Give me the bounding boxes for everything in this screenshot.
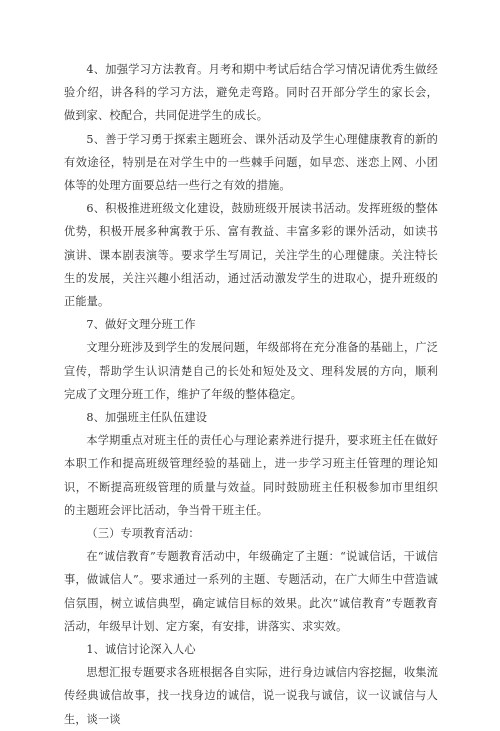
paragraph-theme-class-meeting: 5、善于学习勇于探索主题班会、课外活动及学生心理健康教育的新的有效途径，特别是在对学生中的一些棘手问题，如早恋、迷恋上网、小团体等的处理方面要总结一些行之有效的措施。 <box>64 132 438 193</box>
paragraph-integrity-education: 在“诚信教育”专题教育活动中，年级确定了主题：“说诚信话，干诚信事，做诚信人”。要求通过一系列的主题、专题活动，在广大师生中营造诚信氛围，树立诚信典型，确定诚信目标的效果。此次“诚信教育”专题教育活动，年级早计划、定方案，有安排，讲落实、求实效。 <box>64 550 438 633</box>
paragraph-head-teacher-team: 本学期重点对班主任的责任心与理论素养进行提升，要求班主任在做好本职工作和提高班级管理经验的基础上，进一步学习班主任管理的理论知识，不断提高班级管理的质量与效益。同时鼓励班主任积极参加市里组织的主题班会评比活动，争当骨干班主任。 <box>64 434 438 517</box>
paragraph-method-education: 4、加强学习方法教育。月考和期中考试后结合学习情况请优秀生做经验介绍，讲各科的学习方法，避免走弯路。同时召开部分学生的家长会，做到家、校配合，共同促进学生的成长。 <box>64 63 438 123</box>
heading-arts-science-division: 7、做好文理分班工作 <box>86 318 196 332</box>
heading-special-education: （三）专项教育活动： <box>86 527 200 541</box>
paragraph-arts-science-division: 文理分班涉及到学生的发展问题，年级部将在充分准备的基础上，广泛宣传，帮助学生认识清楚自己的长处和短处及文、理科发展的方向，顺利完成了文理分班工作，维护了年级的整体稳定。 <box>64 341 438 401</box>
heading-head-teacher-team: 8、加强班主任队伍建设 <box>86 411 208 425</box>
heading-integrity-discussion: 1、诚信讨论深入人心 <box>86 643 196 657</box>
paragraph-class-culture: 6、积极推进班级文化建设，鼓励班级开展读书活动。发挥班级的整体优势，积极开展多种寓教于乐、富有教益、丰富多彩的课外活动，如读书演讲、课本剧表演等。要求学生写周记，关注学生的心理健康。关注特长生的发展，关注兴趣小组活动，通过活动激发学生的进取心，提升班级的正能量。 <box>64 202 438 309</box>
paragraph-integrity-discussion: 思想汇报专题要求各班根据各自实际，进行身边诚信内容挖掘，收集流传经典诚信故事，找一找身边的诚信，说一说我与诚信，议一议诚信与人生，谈一谈 <box>64 666 438 726</box>
